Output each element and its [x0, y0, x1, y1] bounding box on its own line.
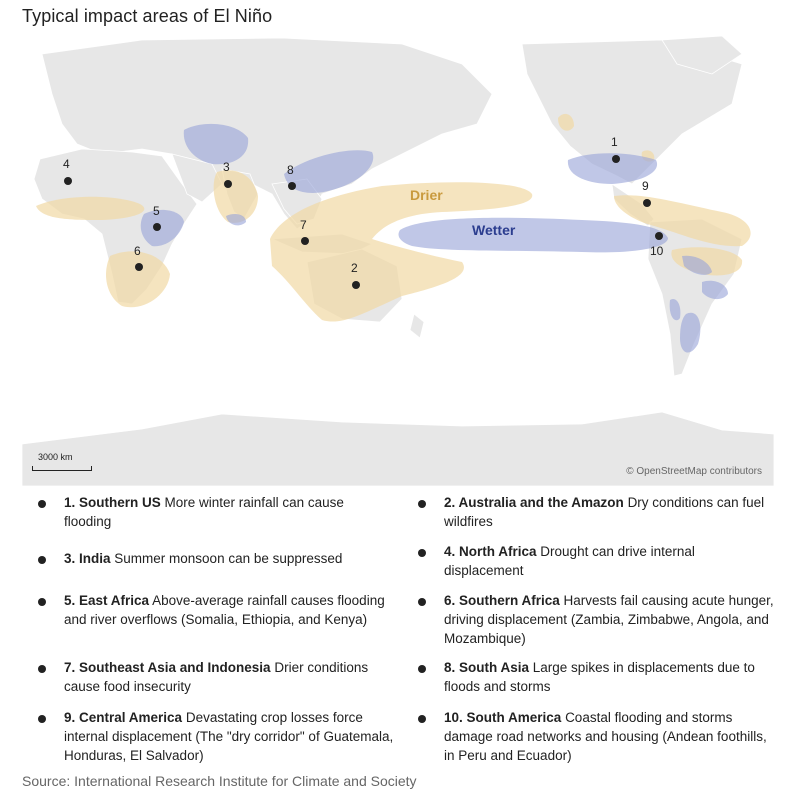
marker-6-label: 6	[134, 244, 141, 258]
legend-item-text: Large spikes in displacements due to floods and storms	[444, 660, 755, 694]
bullet-icon	[38, 665, 46, 673]
wetter-zone-east-africa	[141, 210, 184, 246]
map-attribution: © OpenStreetMap contributors	[626, 466, 762, 477]
wetter-zone-pacific	[399, 218, 669, 253]
marker-10-dot[interactable]	[655, 232, 663, 240]
legend-item-text: Drier conditions cause food insecurity	[64, 660, 369, 694]
legend-item-name: 6. Southern Africa	[444, 593, 560, 608]
marker-2-label: 2	[351, 261, 358, 275]
bullet-icon	[38, 556, 46, 564]
legend-item	[64, 708, 394, 765]
marker-1-label: 1	[611, 135, 618, 149]
legend-item	[444, 708, 774, 765]
legend-item-text: Coastal flooding and storms damage road networks and housing (Andean foothills, in Peru and Ecuador)	[444, 710, 767, 763]
legend-item	[64, 658, 394, 696]
legend-item	[444, 658, 774, 696]
marker-8-label: 8	[287, 163, 294, 177]
bullet-icon	[418, 598, 426, 606]
scale-bar-line	[32, 466, 92, 471]
marker-10-label: 10	[650, 244, 664, 258]
marker-2-dot[interactable]	[352, 281, 360, 289]
marker-4-label: 4	[63, 157, 70, 171]
legend-item-name: 1. Southern US	[64, 495, 161, 510]
bullet-icon	[418, 549, 426, 557]
wetter-label: Wetter	[472, 222, 516, 238]
legend-item-name: 3. India	[64, 551, 111, 566]
drier-label: Drier	[410, 187, 443, 203]
marker-5-label: 5	[153, 204, 160, 218]
legend-item	[64, 549, 394, 568]
legend	[0, 490, 800, 770]
legend-item-name: 8. South Asia	[444, 660, 530, 675]
legend-item-text: Summer monsoon can be suppressed	[114, 551, 343, 566]
legend-item-text: Harvests fail causing acute hunger, driving displacement (Zambia, Zimbabwe, Angola, and Mozambique)	[444, 593, 774, 646]
legend-item-name: 10. South America	[444, 710, 562, 725]
legend-item	[444, 591, 774, 648]
scale-bar	[32, 452, 92, 472]
legend-item-text: Dry conditions can fuel wildfires	[444, 495, 765, 529]
land-new-zealand	[410, 314, 424, 338]
bullet-icon	[418, 500, 426, 508]
bullet-icon	[38, 500, 46, 508]
legend-item	[444, 542, 774, 580]
world-map[interactable]	[22, 34, 774, 486]
wetter-zones	[141, 124, 728, 353]
marker-9-dot[interactable]	[643, 199, 651, 207]
legend-item-name: 4. North Africa	[444, 544, 537, 559]
legend-item-name: 7. Southeast Asia and Indonesia	[64, 660, 271, 675]
legend-item-text: Drought can drive internal displacement	[444, 544, 695, 578]
legend-item-text: Devastating crop losses force internal displacement (The "dry corridor" of Guatemala, Honduras, El Salvador)	[64, 710, 394, 763]
marker-6-dot[interactable]	[135, 263, 143, 271]
marker-5-dot[interactable]	[153, 223, 161, 231]
map-svg	[22, 34, 774, 486]
legend-item	[64, 493, 394, 531]
legend-item-name: 9. Central America	[64, 710, 183, 725]
bullet-icon	[418, 715, 426, 723]
legend-item-text: Above-average rainfall causes flooding and river overflows (Somalia, Ethiopia, and Kenya)	[64, 593, 385, 627]
marker-7-label: 7	[300, 218, 307, 232]
marker-9-label: 9	[642, 179, 649, 193]
bullet-icon	[38, 715, 46, 723]
marker-7-dot[interactable]	[301, 237, 309, 245]
bullet-icon	[418, 665, 426, 673]
marker-1-dot[interactable]	[612, 155, 620, 163]
source-note: Source: International Research Institute for Climate and Society	[22, 773, 417, 789]
wetter-zone-argentina	[680, 313, 700, 353]
scale-bar-label: 3000 km	[38, 452, 73, 462]
legend-item-name: 2. Australia and the Amazon	[444, 495, 624, 510]
legend-item-name: 5. East Africa	[64, 593, 150, 608]
marker-3-label: 3	[223, 160, 230, 174]
bullet-icon	[38, 598, 46, 606]
legend-item	[444, 493, 774, 531]
marker-3-dot[interactable]	[224, 180, 232, 188]
legend-item	[64, 591, 394, 629]
legend-item-text: More winter rainfall can cause flooding	[64, 495, 344, 529]
marker-8-dot[interactable]	[288, 182, 296, 190]
marker-4-dot[interactable]	[64, 177, 72, 185]
page-title: Typical impact areas of El Niño	[22, 6, 273, 26]
